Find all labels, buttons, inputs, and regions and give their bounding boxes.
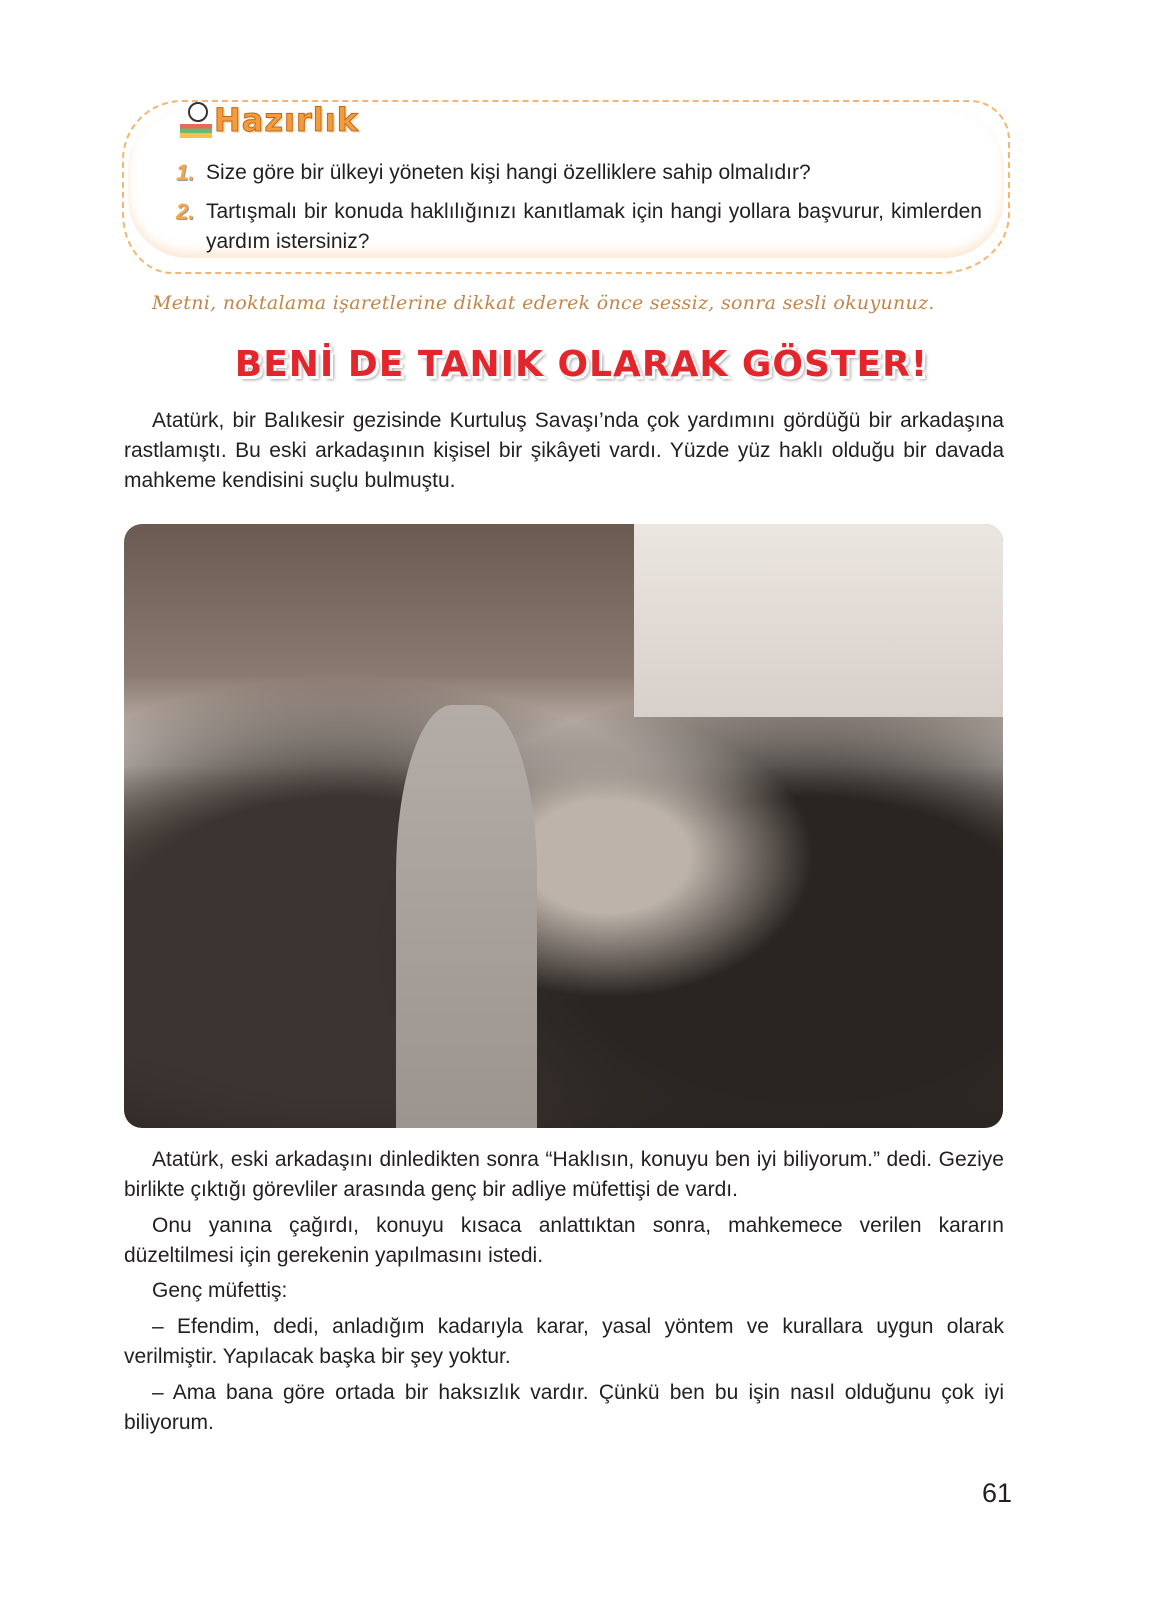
question-number: 1. [176, 160, 195, 185]
badge-label: Hazırlık [214, 101, 359, 139]
paragraph: Atatürk, eski arkadaşını dinledikten sonra “Haklısın, konuyu ben iyi biliyorum.” dedi. Geziye birlikte çıktığı görevliler arasında genç bir adliye müfettişi de vardı. [124, 1148, 1004, 1201]
paragraph: Genç müfettiş: [152, 1279, 288, 1302]
historical-photo [124, 524, 1003, 1128]
question-number: 2. [176, 199, 195, 224]
paragraph: Atatürk, bir Balıkesir gezisinde Kurtuluş Savaşı’nda çok yardımını gördüğü bir arkadaşına rastlamıştı. Bu eski arkadaşının kişisel bir şikâyeti vardı. Yüzde yüz haklı olduğu bir davada mahkeme kendisini suçlu bulmuştu. [124, 409, 1004, 492]
question-text: Tartışmalı bir konuda haklılığınızı kanıtlamak için hangi yollara başvurur, kimlerden yardım istersiniz? [206, 200, 982, 253]
paragraph: Onu yanına çağırdı, konuyu kısaca anlattıktan sonra, mahkemece verilen kararın düzeltilmesi için gerekenin yapılmasını istedi. [124, 1214, 1004, 1267]
reading-instruction: Metni, noktalama işaretlerine dikkat ederek önce sessiz, sonra sesli okuyunuz. [152, 292, 935, 314]
page-number: 61 [982, 1478, 1013, 1508]
story-title: BENİ DE TANIK OLARAK GÖSTER! [234, 344, 929, 385]
kid-with-books-icon [178, 100, 214, 140]
paragraph: – Efendim, dedi, anladığım kadarıyla karar, yasal yöntem ve kurallara uygun olarak verilmiştir. Yapılacak başka bir şey yoktur. [124, 1315, 1004, 1368]
question-1 [176, 158, 976, 188]
preparation-badge [178, 96, 382, 144]
question-text: Size göre bir ülkeyi yöneten kişi hangi özelliklere sahip olmalıdır? [206, 161, 811, 184]
paragraph: – Ama bana göre ortada bir haksızlık vardır. Çünkü ben bu işin nasıl olduğunu çok iyi biliyorum. [124, 1381, 1004, 1434]
question-2 [176, 197, 982, 257]
